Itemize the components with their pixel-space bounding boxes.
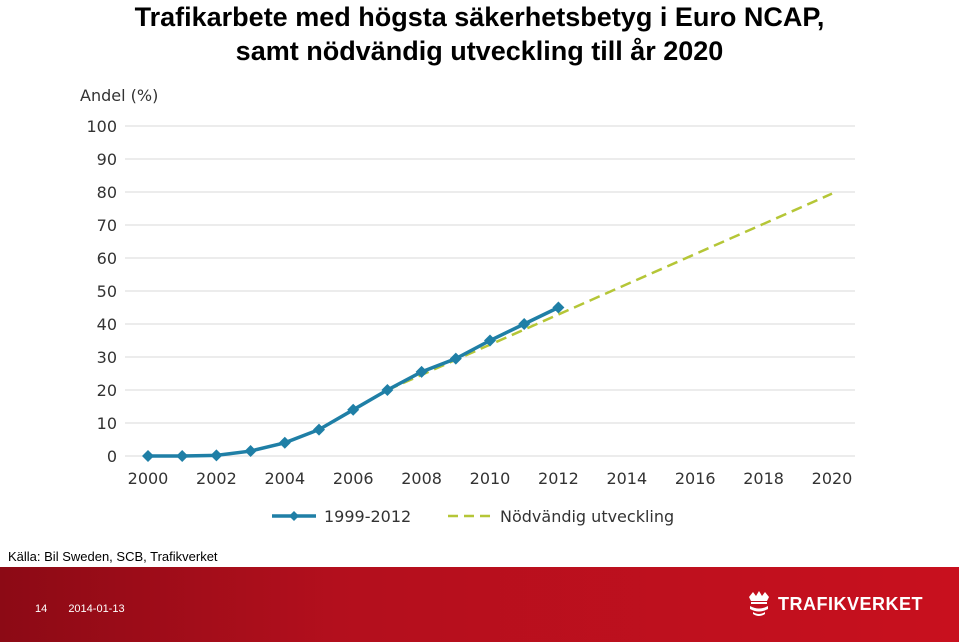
legend-label-needed: Nödvändig utveckling	[500, 507, 675, 526]
x-tick-2012: 2012	[538, 469, 579, 488]
grid-lines	[125, 126, 855, 456]
y-tick-40: 40	[96, 315, 117, 334]
y-tick-labels	[86, 117, 117, 466]
data-point-2001	[176, 450, 188, 462]
title-line-1: Trafikarbete med högsta säkerhetsbetyg i Euro NCAP,	[134, 2, 825, 32]
legend-marker-actual	[289, 511, 299, 521]
y-tick-10: 10	[96, 414, 117, 433]
legend-label-actual: 1999-2012	[324, 507, 412, 526]
x-tick-2016: 2016	[674, 469, 716, 488]
trafikverket-logo	[746, 587, 923, 621]
x-tick-2006: 2006	[332, 469, 374, 488]
x-tick-2020: 2020	[811, 469, 853, 488]
y-tick-90: 90	[96, 150, 117, 169]
slide-date: 2014-01-13	[68, 603, 125, 615]
slide-title	[0, 0, 959, 68]
y-tick-0: 0	[106, 447, 117, 466]
data-point-2002	[210, 449, 222, 461]
x-tick-labels	[128, 469, 853, 488]
x-tick-2014: 2014	[606, 469, 648, 488]
logo-text: TRAFIKVERKET	[778, 593, 923, 614]
x-tick-2018: 2018	[743, 469, 784, 488]
crown-emblem-icon	[746, 589, 772, 619]
data-point-2003	[245, 445, 257, 457]
title-line-2: samt nödvändig utveckling till år 2020	[235, 36, 724, 66]
x-tick-2008: 2008	[401, 469, 442, 488]
footer-meta	[35, 603, 143, 615]
footer-bar	[0, 567, 959, 642]
x-tick-2010: 2010	[469, 469, 511, 488]
data-point-2000	[142, 450, 154, 462]
source-note: Källa: Bil Sweden, SCB, Trafikverket	[8, 549, 218, 564]
y-tick-50: 50	[96, 282, 117, 301]
x-tick-2000: 2000	[127, 469, 169, 488]
series-group	[142, 194, 832, 462]
y-tick-80: 80	[96, 183, 117, 202]
y-tick-100: 100	[86, 117, 117, 136]
y-axis-label: Andel (%)	[80, 86, 159, 105]
legend	[272, 507, 674, 526]
series-line-actual	[148, 308, 558, 457]
x-tick-2002: 2002	[196, 469, 237, 488]
y-tick-60: 60	[96, 249, 117, 268]
y-tick-70: 70	[96, 216, 117, 235]
x-tick-2004: 2004	[264, 469, 306, 488]
page-number: 14	[35, 603, 48, 615]
y-tick-30: 30	[96, 348, 117, 367]
data-point-2004	[279, 437, 291, 449]
line-chart	[0, 80, 959, 540]
y-tick-20: 20	[96, 381, 117, 400]
